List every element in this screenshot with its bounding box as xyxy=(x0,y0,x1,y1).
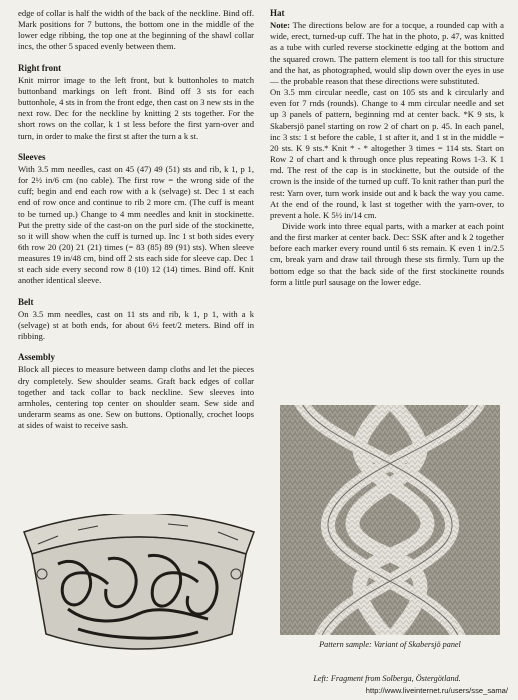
note-text: The directions below are for a tocque, a rounded cap with a wide, erect, turned-up cuff. The hat in the photo, p. 47, was knitted as a tube with curled reverse stockinette edging at the bottom and the squared crown. The pattern element is too tall for this structure and the hat, as photographed, would slip down over the eyes in use — the probable reason that these directions were substituted. xyxy=(270,20,504,86)
note-label: Note: xyxy=(270,20,291,31)
fragment-illustration xyxy=(18,514,260,664)
pattern-sample-swatch xyxy=(280,405,500,635)
right-front-text: Knit mirror image to the left front, but k buttonholes to match buttonband markings on left front. Bind off 3 sts for each buttonhole, 4 sts in from the front edge, then cast on 3 new sts in the next row. Dec for the neckline by knitting 2 sts together. For the short rows on the collar, k 1 st less before the first yarn-over and turn, in order to make the first st after the turn a k st. xyxy=(18,74,254,141)
hat-note xyxy=(270,20,504,87)
sleeves-text: With 3.5 mm needles, cast on 45 (47) 49 (51) sts and rib, k 1, p 1, for 2½ in/6 cm (no cable). The first row = the wrong side of the cuff; begin and end each row with a k (selvage) st. Dec 1 st each end of row once and continue to rib 2 more cm. (The cuff is meant to be turned up.) Change to 4 mm needles and knit in stockinette. Put the pretty side of the cast-on on the purl side of the stockinette, so it will show when the cuff is turned up. Inc 1 st both sides every 6th row 20 (20) 21 (21) times (= 83 (85) 89 (91) sts). When sleeve measures 19 in/48 cm, bind off 2 sts each side for sleeve cap. Dec 1 st each side every second row 8 (10) 12 (14) times. Bind off. Knit another identical sleeve. xyxy=(18,163,254,286)
hat-heading: Hat xyxy=(270,8,285,18)
belt-text: On 3.5 mm needles, cast on 11 sts and rib, k 1, p 1, with a k (selvage) st at both ends, for about 6½ feet/2 meters. Bind off in ribbing. xyxy=(18,308,254,342)
sleeves-heading: Sleeves xyxy=(18,151,46,162)
right-front-heading: Right front xyxy=(18,62,62,73)
watermark-url: http://www.liveinternet.ru/users/sse_sama/ xyxy=(365,686,508,695)
collar-intro-text: edge of collar is half the width of the back of the neckline. Bind off. Mark positions for 7 buttons, the bottom one in the middle of the lower edge ribbing, the top one at the beginning of the shawl collar incs, the other 5 spaced evenly between them. xyxy=(18,8,254,52)
hat-instructions-1: On 3.5 mm circular needle, cast on 105 sts and k circularly and even for 7 rnds (rounds). Change to 4 mm circular needle and set up 3 panels of pattern, beginning rnd at center back. *K 9 sts, k Skabersjö panel starting on row 2 of chart on p. 45. In each panel, inc 3 sts: 1 st before the cable, 1 st after it, and 1 st in the middle = 20 sts. K 9 sts.* Knit * - * altogether 3 times = 114 sts. Start on Row 2 of chart and k through once plus repeating Rows 1-3. K 1 rnd. The rest of the cap is in stockinette, but the outside of the crown is the inside of the turned up cuff. To knit rather than purl the rest: Yarn over, turn work inside out and k back the way you came. At the end of the round, k last st together with the yarn-over, to prevent a hole. K 5½ in/14 cm. xyxy=(270,87,504,220)
fragment-caption: Left: Fragment from Solberga, Östergötland. xyxy=(313,674,461,683)
assembly-text: Block all pieces to measure between damp cloths and let the pieces dry completely. Sew shoulder seams. Graft back edges of collar together and tack collar to back neckline. Sew sleeves into armholes, centering top center on shoulder seam. Sew side and underarm seams as one. Sew on buttons. Optionally, crochet loops at sides of waist to receive sash. xyxy=(18,364,254,431)
left-column xyxy=(18,8,254,431)
right-column xyxy=(270,8,504,288)
belt-heading: Belt xyxy=(18,296,34,307)
sample-caption: Pattern sample: Variant of Skabersjö panel xyxy=(319,640,461,649)
assembly-heading: Assembly xyxy=(18,352,56,363)
hat-instructions-2: Divide work into three equal parts, with a marker at each point and the first marker at center back. Dec: SSK after and k 2 together before each marker every round until 6 sts remain. K even 1 in/2.5 cm, break yarn and draw tail through these sts firmly. Turn up the bottom edge so that the back side of the first stockinette rounds form a little purl sausage on the lower edge. xyxy=(270,220,504,287)
